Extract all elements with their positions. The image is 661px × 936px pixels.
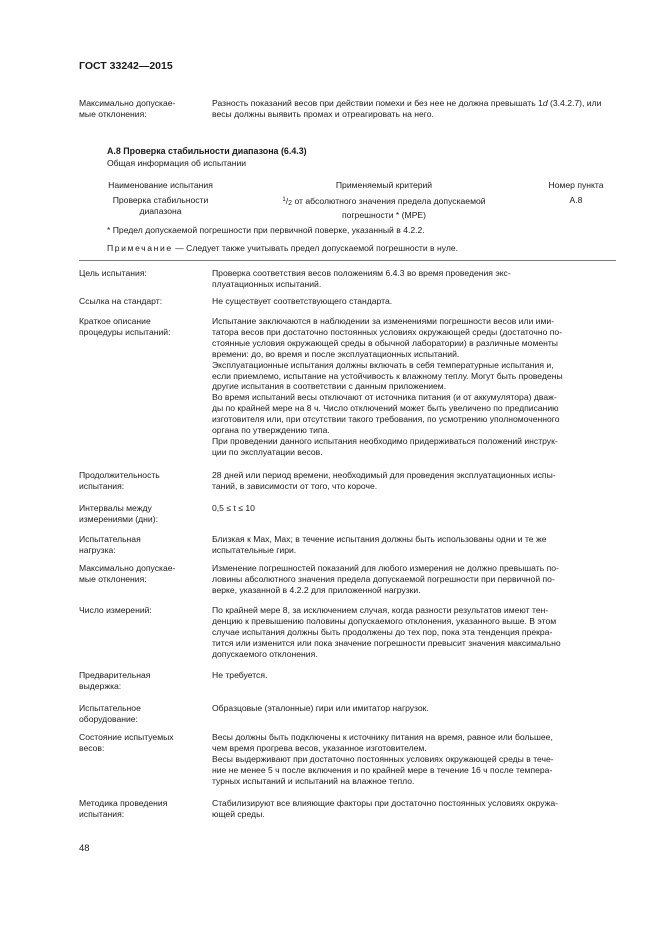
requirement-row <box>79 798 616 820</box>
row-paragraph: Образцовые (эталонные) гири или имитатор нагрузок. <box>212 703 429 713</box>
deviation-row-a7 <box>79 98 616 120</box>
row-value <box>212 732 616 787</box>
note-text: — Следует также учитывать предел допускаемой погрешности в нуле. <box>172 243 459 253</box>
row-text-part: Разность показаний весов при действии помехи и без нее не должна превышать 1 <box>212 98 543 108</box>
note-label: Примечание <box>107 243 173 253</box>
criterion-cell: $^1/_2$ от абсолютного значения предела допускаемой погрешности * (MPE) <box>282 196 486 220</box>
row-label: Предварительная выдержка: <box>79 670 151 691</box>
row-paragraph: Близкая к Max, Max; в течение испытания должны быть использованы одни и те же испытательные гири. <box>212 534 547 555</box>
column-header-criterion: Применяемый критерий <box>335 180 433 190</box>
row-label: Состояние испытуемых весов: <box>79 732 174 753</box>
fraction-denominator: 2 <box>288 200 293 207</box>
row-label: Интервалы между измерениями (дни): <box>79 503 158 524</box>
requirement-row <box>79 534 616 556</box>
row-paragraph: Не существует соответствующего стандарта. <box>212 296 393 306</box>
document-code: ГОСТ 33242—2015 <box>79 60 173 72</box>
row-value <box>212 316 616 458</box>
row-label: Цель испытания: <box>79 268 147 278</box>
requirement-row <box>79 732 616 787</box>
section-subtitle: Общая информация об испытании <box>107 158 247 168</box>
requirement-row <box>79 670 616 692</box>
requirement-row <box>79 470 616 492</box>
row-paragraph: По крайней мере 8, за исключением случая, когда разности результатов имеют тен- денцию к превышению половины допускаемого отклонения, указанного выше. В этом случае испытания должны быть продолжены до тех пор, пока эта тенденция прекра- тится или изменится или пока значение погрешности превысит значения максимально допускаемого отклонения. <box>212 605 561 659</box>
row-paragraph: Весы должны быть подключены к источнику питания на время, равное или большее, чем время прогрева весов, указанное изготовителем. <box>212 732 553 753</box>
section-title: А.8 Проверка стабильности диапазона (6.4.3) <box>107 146 307 156</box>
row-paragraph: Эксплуатационные испытания должны включать в себя температурные испытания и, если приемлемо, испытание на устойчивость к влажному теплу. Могут быть проведены другие испытания в соответствии с данным приложением. <box>212 359 563 392</box>
row-value <box>212 98 616 120</box>
requirement-row <box>79 503 616 525</box>
row-value <box>212 703 616 725</box>
row-value <box>212 670 616 692</box>
requirement-row <box>79 296 616 307</box>
row-paragraph: Не требуется. <box>212 670 268 680</box>
symbol-d: d <box>542 98 548 108</box>
test-name-cell: Проверка стабильности диапазона <box>112 195 209 216</box>
row-paragraph: Во время испытаний весы отключают от источника питания (и от аккумулятора) дваж- ды по крайней мере на 8 ч. Число отключений может быть увеличено по предписанию изготовителя или, при отсутствии такого требования, по усмотрению уполномоченного органа по утверждению типа. <box>212 392 560 436</box>
row-value <box>212 534 616 556</box>
clause-cell: А.8 <box>569 195 583 205</box>
column-header-clause: Номер пункта <box>548 180 604 190</box>
row-label: Число измерений: <box>79 605 152 615</box>
row-paragraph: Испытание заключаются в наблюдении за изменениями погрешности весов или ими- татора весов при достаточно постоянных условиях окружающей среды (достаточно по- стоянные условия окружающей среды в обычной лаборатории) в различные моменты времени: до, во время и после эксплуатационных испытаний. <box>212 316 563 359</box>
row-value <box>212 563 616 596</box>
requirement-row <box>79 316 616 458</box>
requirement-row <box>79 605 616 660</box>
requirement-row <box>79 268 616 290</box>
row-label: Максимально допускае- мые отклонения: <box>79 98 176 119</box>
row-label: Краткое описание процедуры испытаний: <box>79 316 171 337</box>
row-label: Максимально допускае- мые отклонения: <box>79 563 176 584</box>
row-paragraph: Проверка соответствия весов положениям 6.4.3 во время проведения экс- плуатационных испытаний. <box>212 268 511 289</box>
row-paragraph: 0,5 ≤ t ≤ 10 <box>212 503 255 513</box>
row-paragraph: Весы выдерживают при достаточно постоянных условиях окружающей среды в тече- ние не менее 5 ч после включения и по крайней мере в течение 16 ч после темпера- турных испытаний и испытаний на влажное тепло. <box>212 753 554 786</box>
row-value <box>212 296 616 307</box>
row-paragraph: 28 дней или период времени, необходимый для проведения эксплуатационных испы- таний, в зависимости от того, что короче. <box>212 470 556 491</box>
row-paragraph: Изменение погрешностей показаний для любого измерения не должно превышать по- ловины абсолютного значения предела допускаемой погрешности при первичной по- верке, указанной в 4.2.2 для приложенной нагрузки. <box>212 563 559 595</box>
row-paragraph: Стабилизируют все влияющие факторы при достаточно постоянных условиях окружа- ющей среды. <box>212 798 558 819</box>
section-divider <box>79 260 616 261</box>
requirement-row <box>79 563 616 596</box>
row-value <box>212 268 616 290</box>
column-header-test-name: Наименование испытания <box>108 180 213 190</box>
footnote: * Предел допускаемой погрешности при первичной поверке, указанный в 4.2.2. <box>107 225 425 235</box>
row-value <box>212 470 616 492</box>
row-label: Испытательная нагрузка: <box>79 534 141 555</box>
row-label: Методика проведения испытания: <box>79 798 168 819</box>
page-number: 48 <box>79 843 90 854</box>
row-label: Испытательное оборудование: <box>79 703 141 724</box>
row-paragraph: При проведении данного испытания необходимо придерживаться положений инструк- ции по эксплуатации весов. <box>212 435 558 457</box>
criterion-text: от абсолютного значения предела допускаемой погрешности * (MPE) <box>294 196 486 220</box>
row-text-part: (3.4.2.7), или весы должны выявить промах и отреагировать на него. <box>212 98 602 119</box>
row-label: Ссылка на стандарт: <box>79 296 163 306</box>
requirement-row <box>79 703 616 725</box>
row-value <box>212 605 616 660</box>
row-value <box>212 798 616 820</box>
fraction-numerator: 1 <box>282 197 286 203</box>
note <box>107 243 615 254</box>
row-value <box>212 503 616 525</box>
row-label: Продолжительность испытания: <box>79 470 160 491</box>
